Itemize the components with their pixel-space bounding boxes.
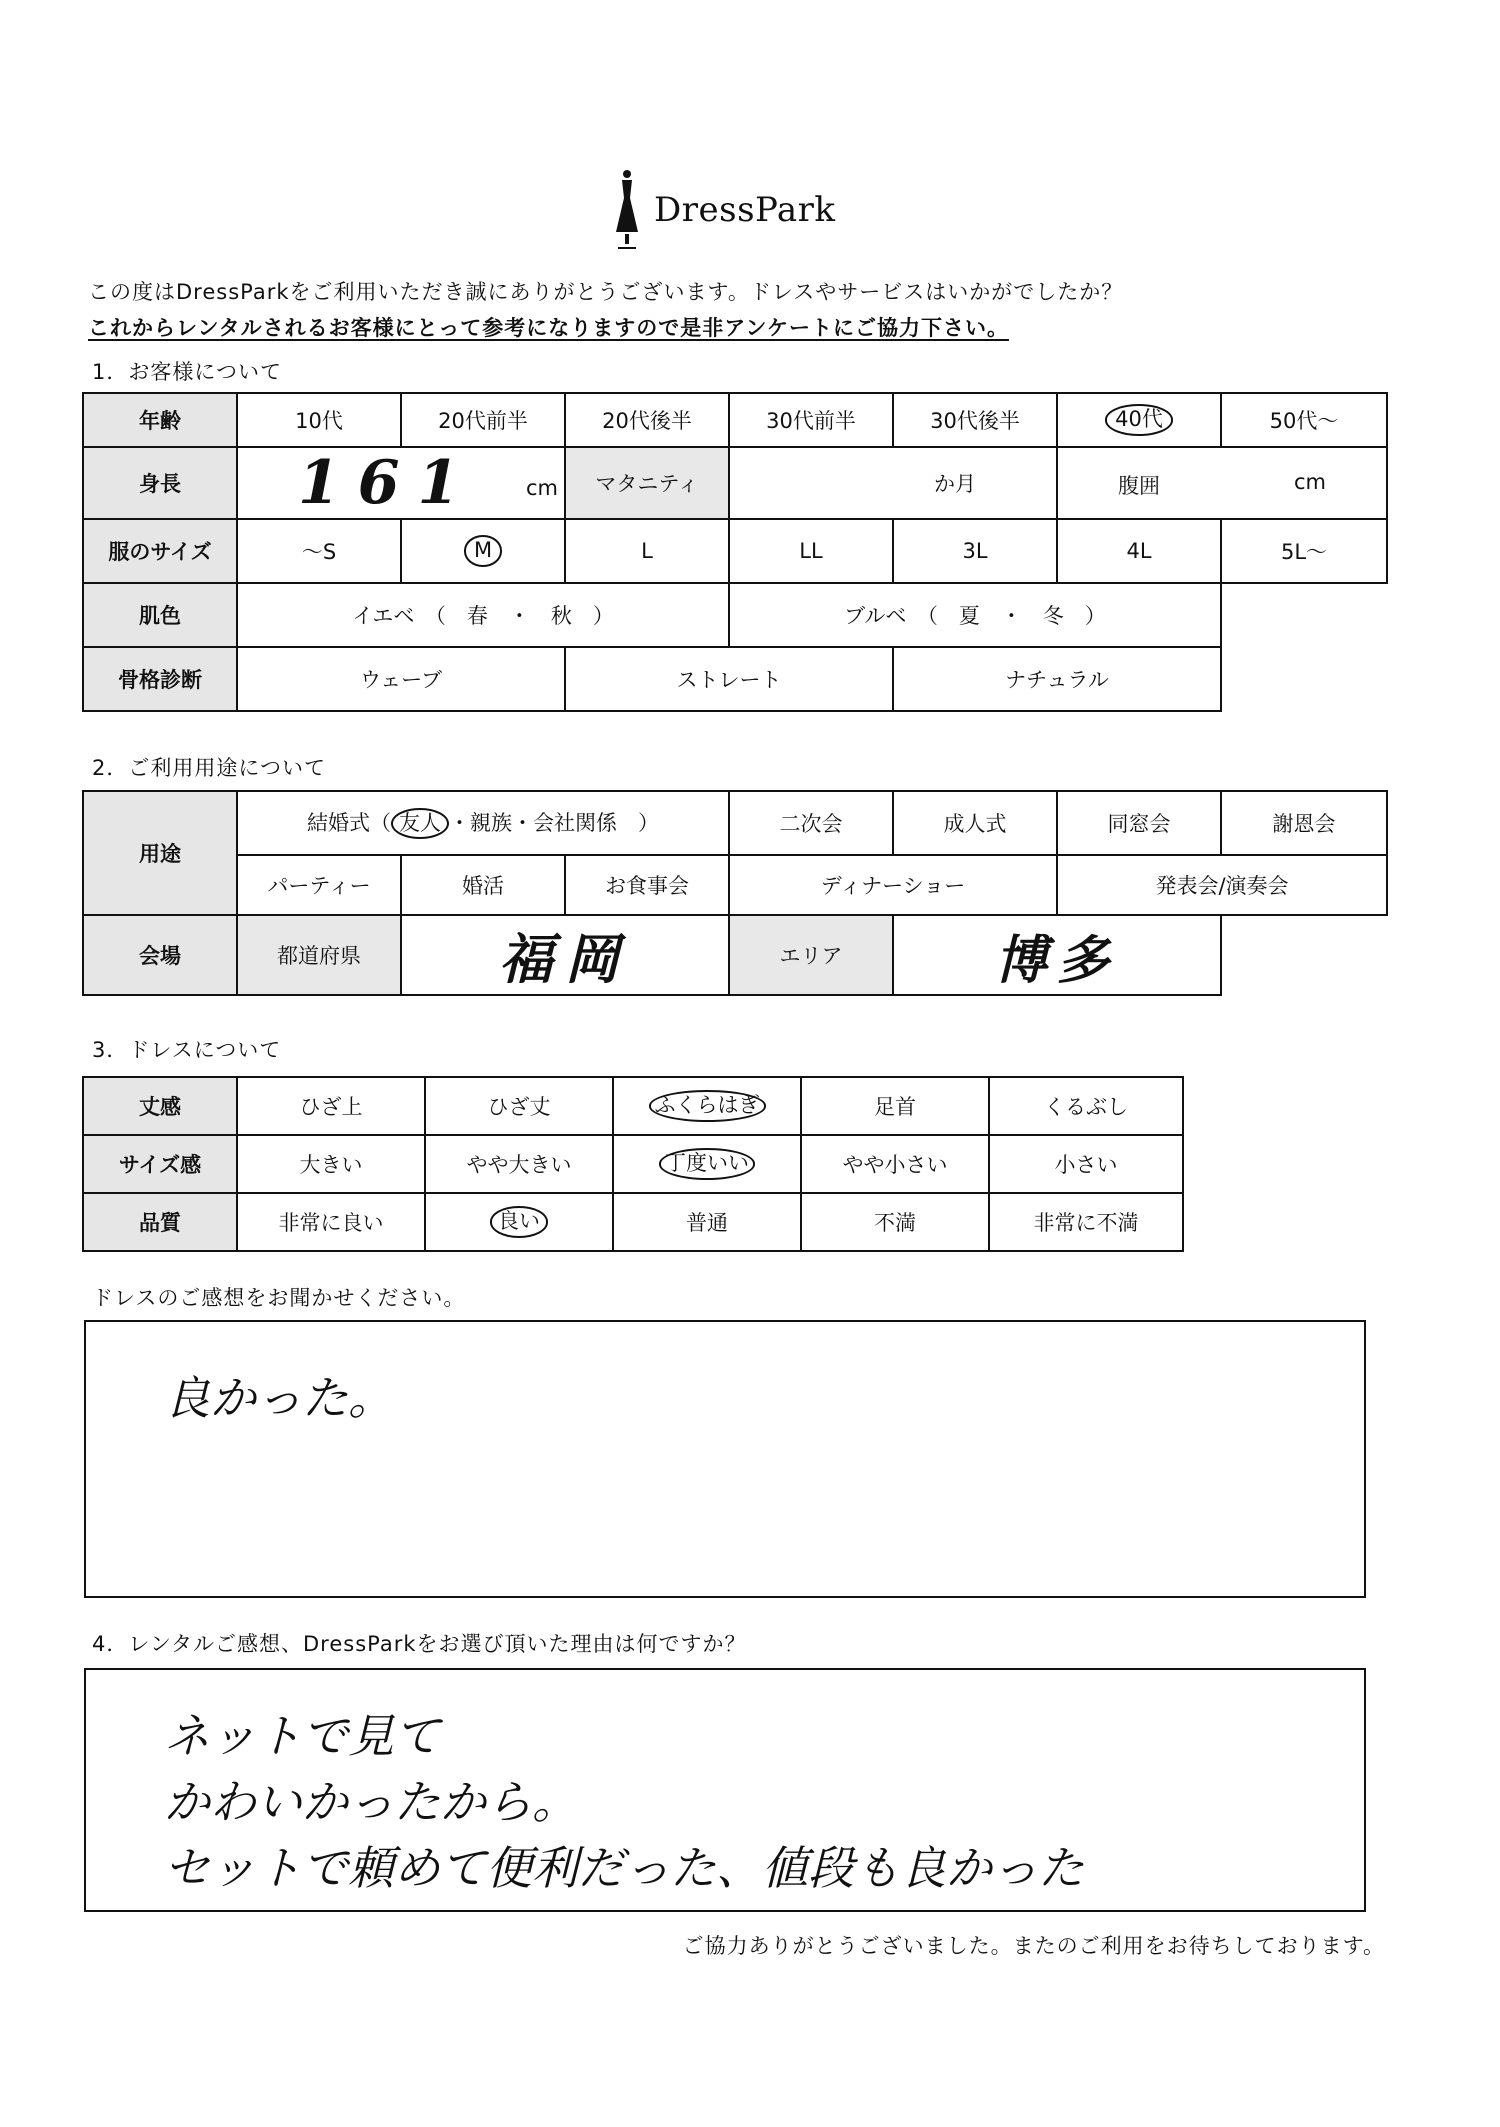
height-field[interactable] (237, 447, 565, 519)
length-label: 丈感 (83, 1077, 237, 1135)
fit-option-selected[interactable] (613, 1135, 801, 1193)
months-unit: か月 (934, 472, 976, 496)
size-label: 服のサイズ (83, 519, 237, 583)
waist-unit: cm (1293, 470, 1326, 494)
length-option[interactable]: くるぶし (989, 1077, 1183, 1135)
reason-line: かわいかったから。 (164, 1775, 578, 1829)
purpose-option[interactable]: 成人式 (893, 791, 1057, 855)
reason-box[interactable] (84, 1668, 1366, 1912)
fit-selected-circle: 丁度いい (659, 1148, 755, 1179)
fit-option[interactable]: 小さい (989, 1135, 1183, 1193)
skin-label: 肌色 (83, 583, 237, 647)
age-selected-circle: 40代 (1105, 404, 1173, 435)
intro-line-2: これからレンタルされるお客様にとって参考になりますので是非アンケートにご協力下さい。 (88, 316, 1009, 340)
quality-label: 品質 (83, 1193, 237, 1251)
frame-label: 骨格診断 (83, 647, 237, 711)
size-option-selected[interactable] (401, 519, 565, 583)
dress-comment-box[interactable] (84, 1320, 1366, 1598)
usage-table (82, 790, 1388, 996)
reason-line: セットで頼めて便利だった、値段も良かった (164, 1841, 1084, 1895)
purpose-option[interactable]: 婚活 (401, 855, 565, 915)
purpose-option[interactable]: お食事会 (565, 855, 729, 915)
dress-comment-text: 良かった。 (164, 1371, 394, 1425)
purpose-option[interactable]: 発表会/演奏会 (1057, 855, 1387, 915)
purpose-option[interactable]: 二次会 (729, 791, 893, 855)
intro-line-1: この度はDressParkをご利用いただき誠にありがとうございます。ドレスやサービスはいかがでしたか？ (88, 280, 1124, 304)
quality-option[interactable]: 不満 (801, 1193, 989, 1251)
age-option[interactable]: 50代～ (1221, 393, 1387, 447)
size-option[interactable]: LL (729, 519, 893, 583)
frame-option[interactable]: ナチュラル (893, 647, 1221, 711)
venue-label: 会場 (83, 915, 237, 995)
fit-label: サイズ感 (83, 1135, 237, 1193)
age-option[interactable]: 20代前半 (401, 393, 565, 447)
purpose-option[interactable]: ディナーショー (729, 855, 1057, 915)
frame-option[interactable]: ウェーブ (237, 647, 565, 711)
quality-option-selected[interactable] (425, 1193, 613, 1251)
maternity-months-field[interactable] (729, 447, 1057, 519)
fit-option[interactable]: やや大きい (425, 1135, 613, 1193)
age-option[interactable]: 10代 (237, 393, 401, 447)
purpose-option[interactable]: パーティー (237, 855, 401, 915)
prefecture-field[interactable] (401, 915, 729, 995)
size-option[interactable]: L (565, 519, 729, 583)
length-option[interactable]: ひざ上 (237, 1077, 425, 1135)
section-1-title: 1．お客様について (92, 360, 282, 384)
waist-label: 腹囲 (1118, 474, 1160, 498)
section-3-title: 3．ドレスについて (92, 1038, 282, 1062)
logo-text: DressPark (654, 190, 836, 230)
footer-thanks: ご協力ありがとうございました。またのご利用をお待ちしております。 (682, 1934, 1385, 1958)
size-option[interactable]: 5L～ (1221, 519, 1387, 583)
size-selected-circle: M (464, 535, 502, 566)
dresspark-logo (610, 168, 850, 253)
fit-option[interactable]: 大きい (237, 1135, 425, 1193)
purpose-option[interactable]: 同窓会 (1057, 791, 1221, 855)
size-option[interactable]: 4L (1057, 519, 1221, 583)
dress-table (82, 1076, 1184, 1252)
age-option-selected[interactable] (1057, 393, 1221, 447)
quality-option[interactable]: 非常に不満 (989, 1193, 1183, 1251)
reason-line: ネットで見て (164, 1709, 440, 1763)
purpose-label: 用途 (83, 791, 237, 915)
age-option[interactable]: 20代後半 (565, 393, 729, 447)
skin-blue-option[interactable]: ブルベ （ 夏 ・ 冬 ） (729, 583, 1221, 647)
quality-option[interactable]: 普通 (613, 1193, 801, 1251)
fit-option[interactable]: やや小さい (801, 1135, 989, 1193)
wedding-suffix: ・親族・会社関係 ） (449, 810, 659, 835)
section-4-title: 4．レンタルご感想、DressParkをお選び頂いた理由は何ですか？ (92, 1632, 747, 1656)
height-unit: cm (525, 476, 558, 500)
age-option[interactable]: 30代前半 (729, 393, 893, 447)
wedding-circled: 友人 (391, 808, 449, 839)
size-option[interactable]: ～S (237, 519, 401, 583)
height-value: 161 (298, 448, 478, 518)
size-option[interactable]: 3L (893, 519, 1057, 583)
wedding-prefix: 結婚式（ (307, 810, 391, 835)
prefecture-value: 福岡 (499, 926, 631, 991)
age-option[interactable]: 30代後半 (893, 393, 1057, 447)
age-label: 年齢 (83, 393, 237, 447)
dress-icon (610, 168, 644, 253)
area-value: 博多 (994, 929, 1119, 991)
maternity-label: マタニティ (565, 447, 729, 519)
waist-field[interactable] (1057, 447, 1387, 519)
length-option[interactable]: 足首 (801, 1077, 989, 1135)
area-field[interactable] (893, 915, 1221, 995)
quality-option[interactable]: 非常に良い (237, 1193, 425, 1251)
area-label: エリア (729, 915, 893, 995)
length-option-selected[interactable] (613, 1077, 801, 1135)
prefecture-label: 都道府県 (237, 915, 401, 995)
length-selected-circle: ふくらはぎ (649, 1090, 766, 1121)
customer-table (82, 392, 1388, 712)
skin-yellow-option[interactable]: イエベ （ 春 ・ 秋 ） (237, 583, 729, 647)
dress-comment-prompt: ドレスのご感想をお聞かせください。 (92, 1286, 466, 1310)
frame-option[interactable]: ストレート (565, 647, 893, 711)
section-2-title: 2．ご利用用途について (92, 756, 326, 780)
wedding-option[interactable] (237, 791, 729, 855)
height-label: 身長 (83, 447, 237, 519)
purpose-option[interactable]: 謝恩会 (1221, 791, 1387, 855)
quality-selected-circle: 良い (490, 1206, 548, 1237)
length-option[interactable]: ひざ丈 (425, 1077, 613, 1135)
